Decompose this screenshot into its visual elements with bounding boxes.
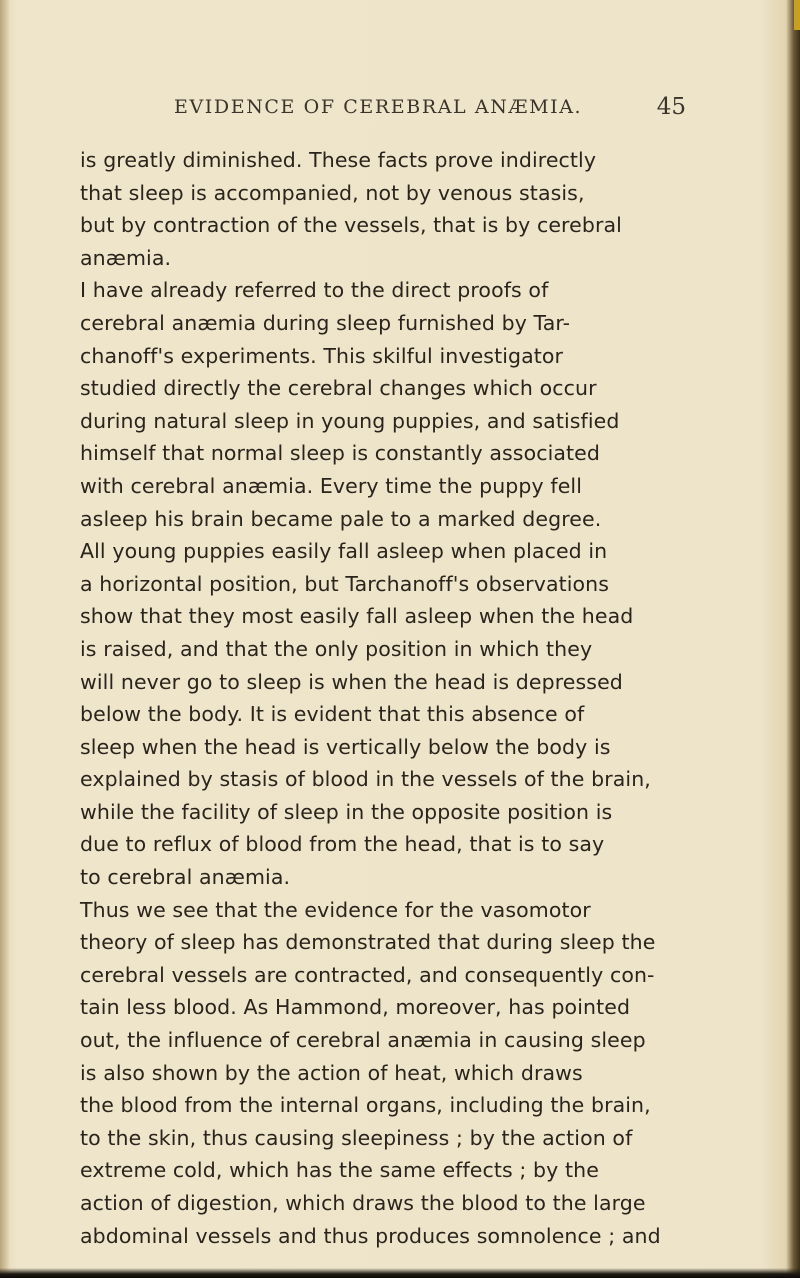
text-line: action of digestion, which draws the blood to the large <box>80 1191 646 1215</box>
book-edge-right <box>786 0 800 1278</box>
text-line: out, the influence of cerebral anæmia in causing sleep <box>80 1028 646 1053</box>
text-line: studied directly the cerebral changes which occur <box>80 376 597 401</box>
text-line: while the facility of sleep in the opposite position is <box>80 799 613 824</box>
gilt-edge <box>794 0 800 30</box>
text-line: is also shown by the action of heat, which draws <box>80 1060 583 1085</box>
text-line: Thus we see that the evidence for the vasomotor <box>80 897 591 922</box>
running-head <box>80 96 690 130</box>
text-line: asleep his brain became pale to a marked degree. <box>80 506 602 531</box>
text-line: is raised, and that the only position in which they <box>80 636 593 661</box>
text-line: cerebral anæmia during sleep furnished by Tar- <box>80 310 571 335</box>
text-line: I have already referred to the direct proofs of <box>80 278 549 303</box>
text-line: during natural sleep in young puppies, and satisfied <box>80 408 620 433</box>
text-line: show that they most easily fall asleep when the head <box>80 604 634 629</box>
text-line: below the body. It is evident that this absence of <box>80 702 585 727</box>
text-line: cerebral vessels are contracted, and consequently con- <box>80 962 655 987</box>
text-line: that sleep is accompanied, not by venous stasis, <box>80 180 585 205</box>
text-line: himself that normal sleep is constantly associated <box>80 441 601 466</box>
running-title: EVIDENCE OF CEREBRAL ANÆMIA. <box>174 96 583 118</box>
text-line: with cerebral anæmia. Every time the puppy fell <box>80 473 583 498</box>
text-line: anæmia. <box>80 245 172 270</box>
text-line: tain less blood. As Hammond, moreover, has pointed <box>80 995 631 1020</box>
text-line: theory of sleep has demonstrated that during sleep the <box>80 930 656 955</box>
text-line: due to reflux of blood from the head, that is to say <box>80 832 605 857</box>
text-line: to the skin, thus causing sleepiness ; by the action of <box>80 1125 633 1150</box>
text-line: chanoff's experiments. This skilful investigator <box>80 343 564 368</box>
text-line: extreme cold, which has the same effects ; by the <box>80 1158 599 1183</box>
text-line: a horizontal position, but Tarchanoff's observations <box>80 571 610 596</box>
book-edge-bottom <box>0 1268 800 1278</box>
page-number: 45 <box>656 94 686 120</box>
text-line: abdominal vessels and thus produces somnolence ; and <box>80 1223 661 1248</box>
text-line: will never go to sleep is when the head is depressed <box>80 669 623 694</box>
text-line: All young puppies easily fall asleep when placed in <box>80 539 608 564</box>
binding-shadow <box>0 0 10 1278</box>
text-line: but by contraction of the vessels, that is by cerebral <box>80 213 622 238</box>
text-line: to cerebral anæmia. <box>80 865 291 890</box>
text-line: sleep when the head is vertically below the body is <box>80 734 611 759</box>
text-line: is greatly diminished. These facts prove indirectly <box>80 148 597 172</box>
text-line: the blood from the internal organs, including the brain, <box>80 1093 651 1118</box>
text-line: explained by stasis of blood in the vessels of the brain, <box>80 767 651 792</box>
body-text <box>80 144 700 1252</box>
